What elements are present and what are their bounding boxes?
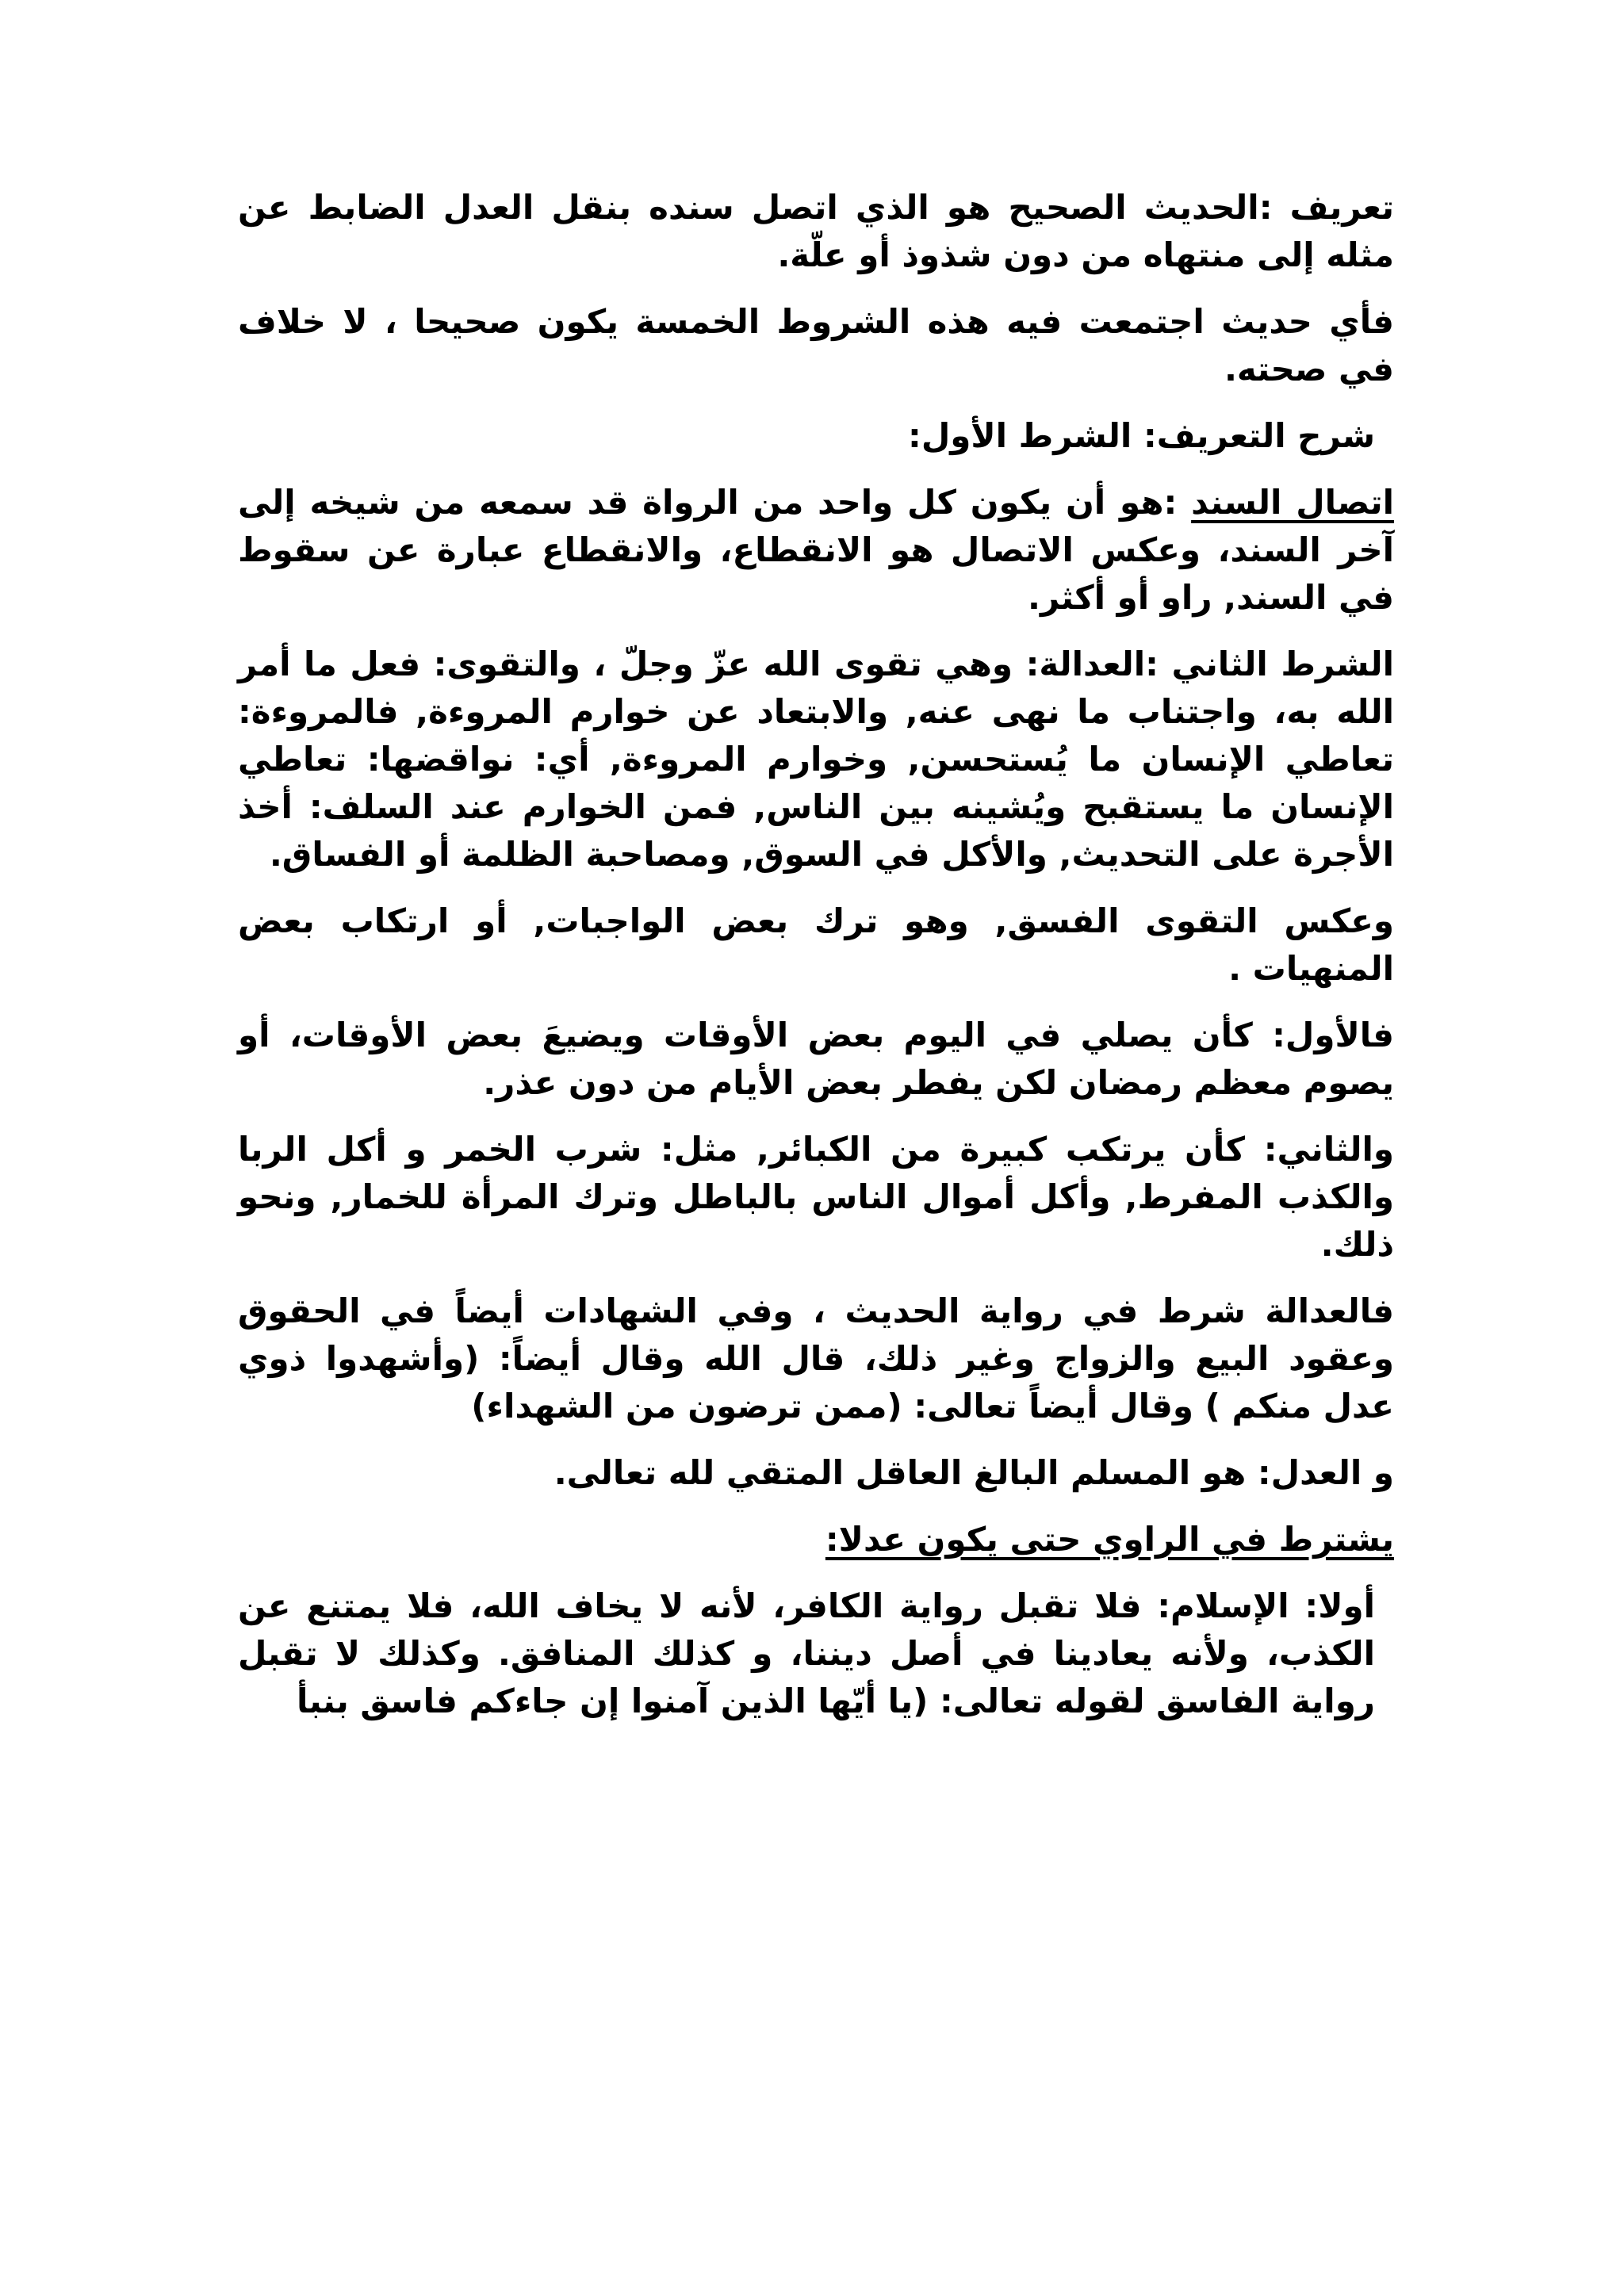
narrator-requirements-heading: يشترط في الراوي حتى يكون عدلا: xyxy=(825,1520,1394,1559)
continuity-term: اتصال السند xyxy=(1191,483,1395,522)
continuity-text: :هو أن يكون كل واحد من الرواة قد سمعه من شيخه إلى آخر السند، وعكس الاتصال هو الانقطاع، والانقطاع عبارة عن سقوط في السند, راو أو أكثر. xyxy=(238,483,1394,617)
second-case-paragraph: والثاني: كأن يرتكب كبيرة من الكبائر, مثل: شرب الخمر و أكل الربا والكذب المفرط, وأكل أموال الناس بالباطل وترك المرأة للخمار, ونحو ذلك. xyxy=(238,1130,1394,1264)
first-requirement-paragraph: أولا: الإسلام: فلا تقبل رواية الكافر، لأنه لا يخاف الله، فلا يمتنع عن الكذب، ولأنه يعادينا في أصل ديننا، و كذلك المنافق. وكذلك لا تقبل رواية الفاسق لقوله تعالى: (يا أيّها الذين آمنوا إن جاءكم فاسق بنبأ xyxy=(238,1586,1375,1720)
conditions-paragraph: فأي حديث اجتمعت فيه هذه الشروط الخمسة يكون صحيحا ، لا خلاف في صحته. xyxy=(238,302,1394,388)
document-page xyxy=(238,184,1394,1744)
continuity-paragraph xyxy=(238,479,1394,622)
second-condition-paragraph: الشرط الثاني :العدالة: وهي تقوى الله عزّ وجلّ ، والتقوى: فعل ما أمر الله به، واجتناب ما نهى عنه, والابتعاد عن خوارم المروءة, فالمروءة: تعاطي الإنسان ما يُستحسن, وخوارم المروءة, أي: نواقضها: تعاطي الإنسان ما يستقبح ويُشينه بين الناس, فمن الخوارم عند السلف: أخذ الأجرة على التحديث, والأكل في السوق, ومصاحبة الظلمة أو الفساق. xyxy=(238,645,1394,874)
opposite-of-piety-paragraph: وعكس التقوى الفسق, وهو ترك بعض الواجبات, أو ارتكاب بعض المنهيات . xyxy=(238,901,1394,988)
first-condition-heading: شرح التعريف: الشرط الأول: xyxy=(908,416,1375,455)
justice-condition-paragraph: فالعدالة شرط في رواية الحديث ، وفي الشهادات أيضاً في الحقوق وعقود البيع والزواج وغير ذلك، قال الله وقال أيضاً: (وأشهدوا ذوي عدل منكم ) وقال أيضاً تعالى: (ممن ترضون من الشهداء) xyxy=(238,1292,1394,1425)
just-person-definition: و العدل: هو المسلم البالغ العاقل المتقي لله تعالى. xyxy=(553,1453,1394,1492)
definition-paragraph: تعريف :الحديث الصحيح هو الذي اتصل سنده بنقل العدل الضابط عن مثله إلى منتهاه من دون شذوذ أو علّة. xyxy=(238,188,1394,274)
first-case-paragraph: فالأول: كأن يصلي في اليوم بعض الأوقات ويضيعَ بعض الأوقات، أو يصوم معظم رمضان لكن يفطر بعض الأيام من دون عذر. xyxy=(238,1016,1394,1102)
